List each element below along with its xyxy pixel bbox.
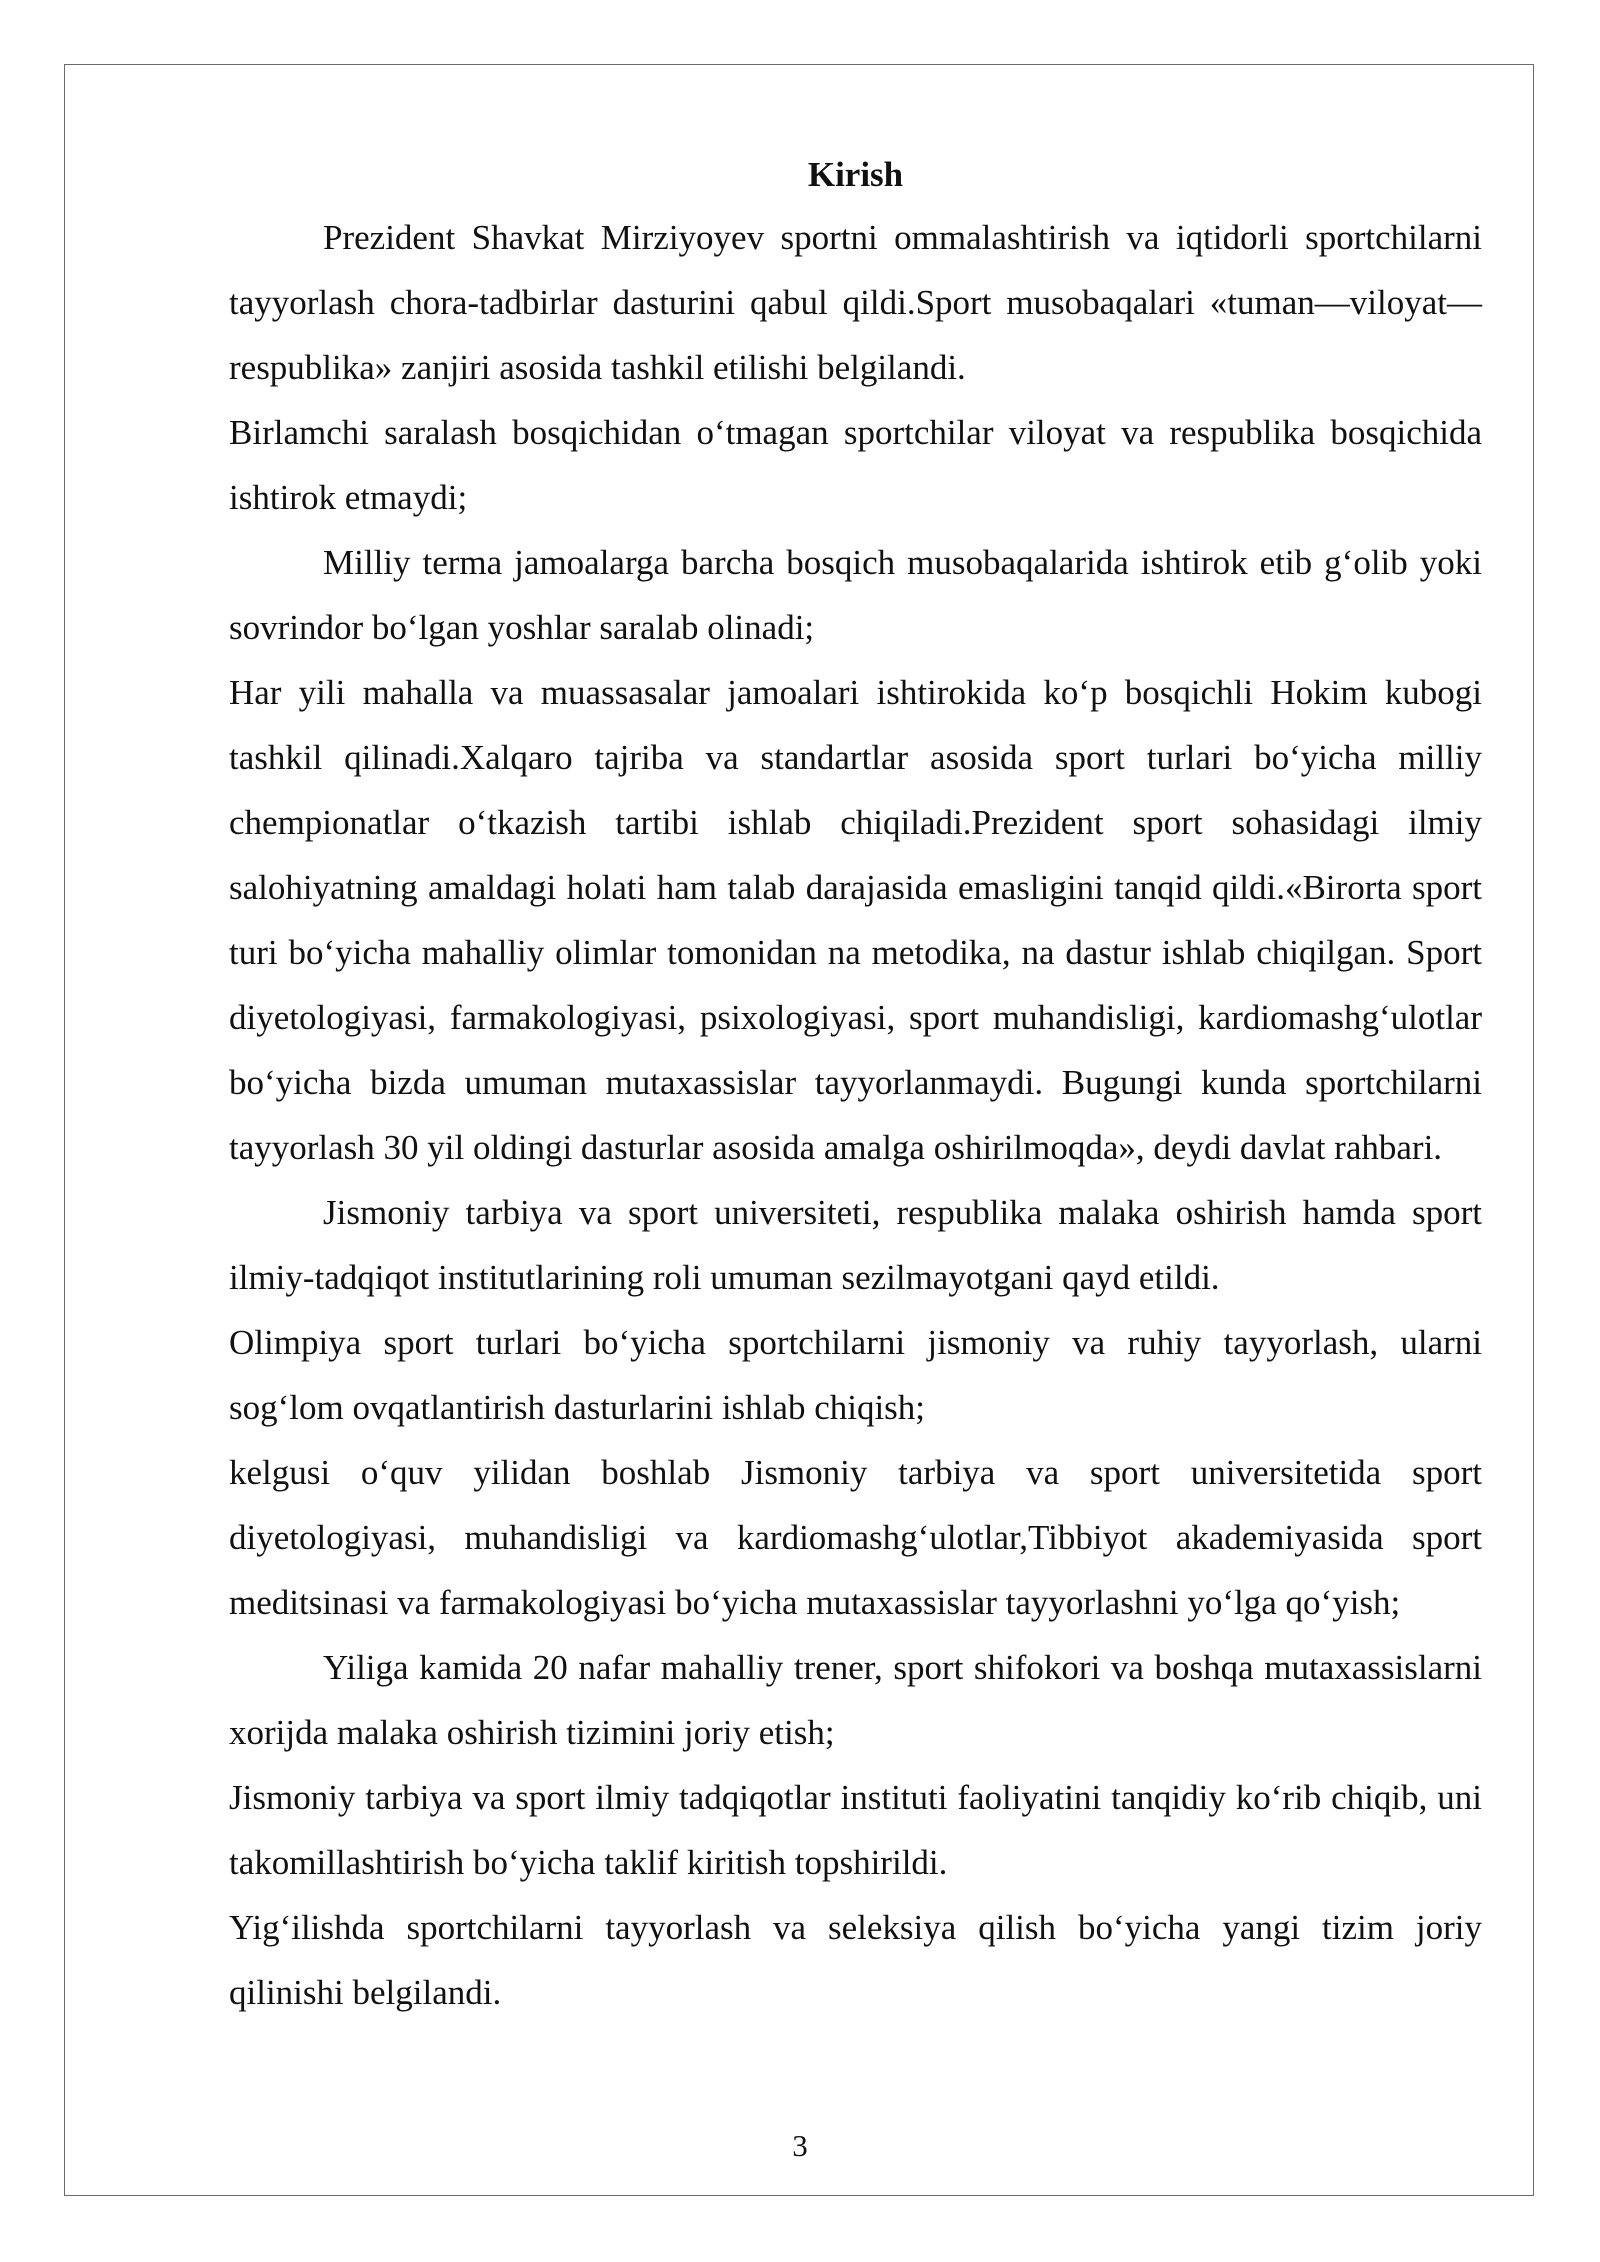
paragraph: Birlamchi saralash bosqichidan o‘tmagan sportchilar viloyat va respublika bosqichida ishtirok etmaydi;	[229, 413, 1482, 517]
paragraph: Yiliga kamida 20 nafar mahalliy trener, sport shifokori va boshqa mutaxassislarni xorijda malaka oshirish tizimini joriy etish;	[229, 1648, 1482, 1752]
paragraph: Yig‘ilishda sportchilarni tayyorlash va seleksiya qilish bo‘yicha yangi tizim joriy qilinishi belgilandi.	[229, 1908, 1482, 2012]
paragraph: Milliy terma jamoalarga barcha bosqich musobaqalarida ishtirok etib g‘olib yoki sovrindor bo‘lgan yoshlar saralab olinadi;	[229, 543, 1482, 647]
document-title: Kirish	[807, 155, 904, 194]
paragraph: Har yili mahalla va muassasalar jamoalari ishtirokida ko‘p bosqichli Hokim kubogi tashkil qilinadi.Xalqaro tajriba va standartlar asosida sport turlari bo‘yicha milliy chempionatlar o‘tkazish tartibi ishlab chiqiladi.Prezident sport sohasidagi ilmiy salohiyatning amaldagi holati ham talab darajasida emasligini tanqid qildi.«Birorta sport turi bo‘yicha mahalliy olimlar tomonidan na metodika, na dastur ishlab chiqilgan. Sport diyetologiyasi, farmakologiyasi, psixologiyasi, sport muhandisligi, kardiomashg‘ulotlar bo‘yicha bizda umuman mutaxassislar tayyorlanmaydi. Bugungi kunda sportchilarni tayyorlash 30 yil oldingi dasturlar asosida amalga oshirilmoqda», deydi davlat rahbari.	[229, 673, 1482, 1167]
paragraph: Prezident Shavkat Mirziyoyev sportni ommalashtirish va iqtidorli sportchilarni tayyorlash chora-tadbirlar dasturini qabul qildi.Sport musobaqalari «tuman—viloyat—respublika» zanjiri asosida tashkil etilishi belgilandi.	[229, 218, 1482, 387]
paragraph: Jismoniy tarbiya va sport universiteti, respublika malaka oshirish hamda sport ilmiy-tadqiqot institutlarining roli umuman sezilmayotgani qayd etildi.	[229, 1193, 1482, 1297]
paragraph: Olimpiya sport turlari bo‘yicha sportchilarni jismoniy va ruhiy tayyorlash, ularni sog‘lom ovqatlantirish dasturlarini ishlab chiqish;	[229, 1323, 1482, 1427]
document-body	[229, 145, 1482, 2025]
page-number: 3	[792, 2128, 808, 2163]
paragraph: kelgusi o‘quv yilidan boshlab Jismoniy tarbiya va sport universitetida sport diyetologiyasi, muhandisligi va kardiomashg‘ulotlar,Tibbiyot akademiyasida sport meditsinasi va farmakologiyasi bo‘yicha mutaxassislar tayyorlashni yo‘lga qo‘yish;	[229, 1453, 1482, 1622]
paragraph: Jismoniy tarbiya va sport ilmiy tadqiqotlar instituti faoliyatini tanqidiy ko‘rib chiqib, uni takomillashtirish bo‘yicha taklif kiritish topshirildi.	[229, 1778, 1482, 1882]
